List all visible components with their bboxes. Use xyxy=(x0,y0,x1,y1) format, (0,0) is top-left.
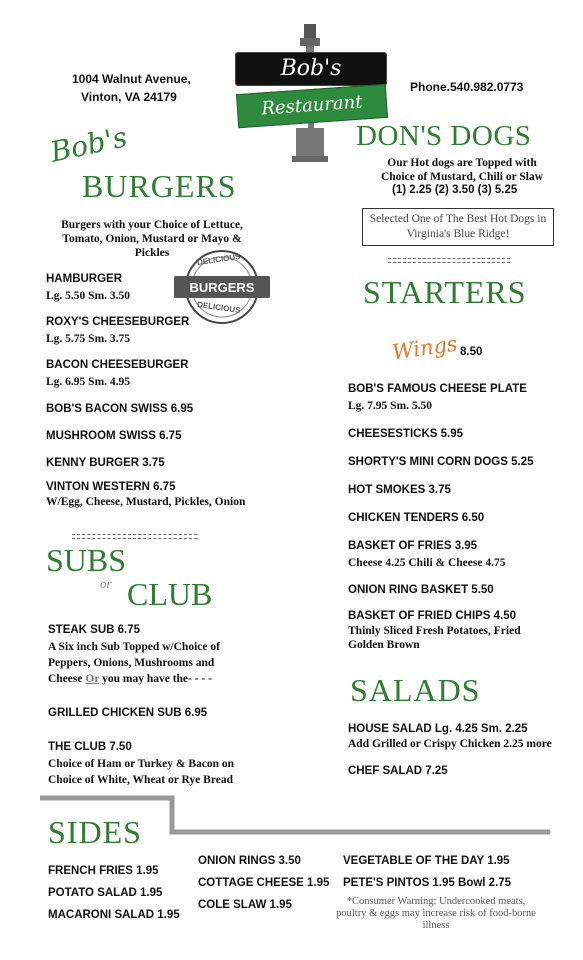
item-name: VINTON WESTERN 6.75 xyxy=(46,481,176,493)
item-name: ONION RING BASKET 5.50 xyxy=(348,584,494,596)
dons-dogs-prices: (1) 2.25 (2) 3.50 (3) 5.25 xyxy=(392,184,518,196)
badge-top-text: DELICIOUS xyxy=(196,252,241,267)
divider-burgers xyxy=(72,534,197,539)
item-name: HAMBURGER xyxy=(46,273,123,285)
burger-item-roxys xyxy=(46,315,189,346)
side-macaroni-salad: MACARONI SALAD 1.95 xyxy=(48,909,180,921)
item-detail: Add Grilled or Crispy Chicken 2.25 more xyxy=(348,738,552,750)
side-petes-pintos: PETE'S PINTOS 1.95 Bowl 2.75 xyxy=(343,877,512,889)
side-french-fries: FRENCH FRIES 1.95 xyxy=(48,865,159,877)
item-name: HOUSE SALAD Lg. 4.25 Sm. 2.25 xyxy=(348,723,528,735)
consumer-warning: *Consumer Warning: Undercooked meats, poultry & eggs may increase risk of food-borne illness xyxy=(336,896,536,931)
logo-top-text: Bob's xyxy=(280,56,342,81)
starter-item-chicken-tenders xyxy=(348,511,484,525)
item-name: KENNY BURGER 3.75 xyxy=(46,457,165,469)
burgers-title: BURGERS xyxy=(82,168,237,204)
address-line-1: 1004 Walnut Avenue, xyxy=(72,72,191,86)
item-name: CHICKEN TENDERS 6.50 xyxy=(348,512,485,524)
address-line-2: Vinton, VA 24179 xyxy=(81,90,177,104)
badge-middle-text: BURGERS xyxy=(189,280,255,295)
logo-bottom-text: Restaurant xyxy=(260,91,364,120)
sub-item-grilled-chicken xyxy=(48,706,207,720)
logo-top-sign xyxy=(235,52,387,86)
post-base xyxy=(296,128,324,160)
item-detail: Cheese 4.25 Chili & Cheese 4.75 xyxy=(348,557,506,569)
sub-item-club xyxy=(48,740,248,788)
item-name: CHEESESTICKS 5.95 xyxy=(348,428,464,440)
item-detail: Lg. 5.50 Sm. 3.50 xyxy=(46,290,131,302)
dons-dogs-desc: Our Hot dogs are Topped with Choice of Mustard, Chili or Slaw xyxy=(380,157,544,183)
side-cottage-cheese: COTTAGE CHEESE 1.95 xyxy=(198,877,330,889)
salads-title: SALADS xyxy=(350,672,481,708)
side-potato-salad: POTATO SALAD 1.95 xyxy=(48,887,163,899)
item-detail: W/Egg, Cheese, Mustard, Pickles, Onion xyxy=(46,496,246,508)
post-foot xyxy=(292,156,328,162)
burger-item-bobs-bacon-swiss xyxy=(46,402,193,416)
item-detail: Choice of Ham or Turkey & Bacon on Choice of White, Wheat or Rye Bread xyxy=(48,758,235,786)
divider-dogs xyxy=(388,258,510,263)
item-name: BASKET OF FRIED CHIPS 4.50 xyxy=(348,610,517,622)
wings-label: Wings xyxy=(390,331,460,365)
item-name: MUSHROOM SWISS 6.75 xyxy=(46,430,182,442)
item-detail: Lg. 6.95 Sm. 4.95 xyxy=(46,376,131,388)
item-name: BASKET OF FRIES 3.95 xyxy=(348,540,478,552)
wings-price: 8.50 xyxy=(460,346,483,358)
burger-item-vinton-western xyxy=(46,480,246,509)
item-detail-b: you may have the- - - - xyxy=(99,673,212,685)
salad-item-house xyxy=(348,722,552,751)
item-detail: Lg. 5.75 Sm. 3.75 xyxy=(46,333,131,345)
dons-dogs-box: Selected One of The Best Hot Dogs in Virginia's Blue Ridge! xyxy=(362,208,554,246)
item-name: THE CLUB 7.50 xyxy=(48,741,132,753)
starters-title: STARTERS xyxy=(363,274,527,310)
lamp-cap xyxy=(300,38,320,46)
starter-item-fried-chips xyxy=(348,609,548,652)
starter-item-cheesesticks xyxy=(348,427,463,441)
item-detail: Thinly Sliced Fresh Potatoes, Fried Golden Brown xyxy=(348,625,521,651)
item-name: SHORTY'S MINI CORN DOGS 5.25 xyxy=(348,456,534,468)
badge-bottom-text: DELICIOUS xyxy=(196,300,241,315)
item-name: HOT SMOKES 3.75 xyxy=(348,484,451,496)
starter-item-corn-dogs xyxy=(348,455,534,469)
phone: Phone.540.982.0773 xyxy=(410,80,524,94)
sides-title: SIDES xyxy=(48,814,142,850)
club-title: CLUB xyxy=(127,576,213,612)
item-name: BOB'S FAMOUS CHEESE PLATE xyxy=(348,383,527,395)
side-vegetable: VEGETABLE OF THE DAY 1.95 xyxy=(343,855,510,867)
item-name: GRILLED CHICKEN SUB 6.95 xyxy=(48,707,208,719)
sub-item-steak xyxy=(48,623,248,687)
item-name: CHEF SALAD 7.25 xyxy=(348,765,448,777)
starter-item-fries xyxy=(348,539,505,570)
burger-item-bacon-cheeseburger xyxy=(46,358,189,389)
burger-item-kenny xyxy=(46,456,165,470)
dons-dogs-title: DON'S DOGS xyxy=(356,120,532,152)
burgers-script-title: Bob's xyxy=(47,120,131,169)
item-name: STEAK SUB 6.75 xyxy=(48,624,141,636)
item-detail: Lg. 7.95 Sm. 5.50 xyxy=(348,400,433,412)
starter-item-cheese-plate xyxy=(348,382,527,413)
burgers-intro: Burgers with your Choice of Lettuce, Tomato, Onion, Mustard or Mayo & Pickles xyxy=(61,219,243,259)
starter-item-hot-smokes xyxy=(348,483,451,497)
starter-item-onion-rings xyxy=(348,583,494,597)
subs-title: SUBS xyxy=(46,542,127,578)
address xyxy=(72,70,191,106)
item-name: ROXY'S CHEESEBURGER xyxy=(46,316,190,328)
item-detail-or: Or xyxy=(85,673,100,685)
side-onion-rings: ONION RINGS 3.50 xyxy=(198,855,301,867)
salad-item-chef xyxy=(348,764,448,778)
item-detail xyxy=(48,639,248,687)
subs-or: or xyxy=(100,576,112,591)
item-detail-a: A Six inch Sub Topped w/Choice of Peppers, Onions, Mushrooms and Cheese xyxy=(48,641,220,685)
lamp-top xyxy=(304,24,316,40)
burger-item-mushroom-swiss xyxy=(46,429,181,443)
burger-item-hamburger xyxy=(46,272,130,303)
item-name: BACON CHEESEBURGER xyxy=(46,359,189,371)
item-name: BOB'S BACON SWISS 6.95 xyxy=(46,403,194,415)
side-cole-slaw: COLE SLAW 1.95 xyxy=(198,899,292,911)
